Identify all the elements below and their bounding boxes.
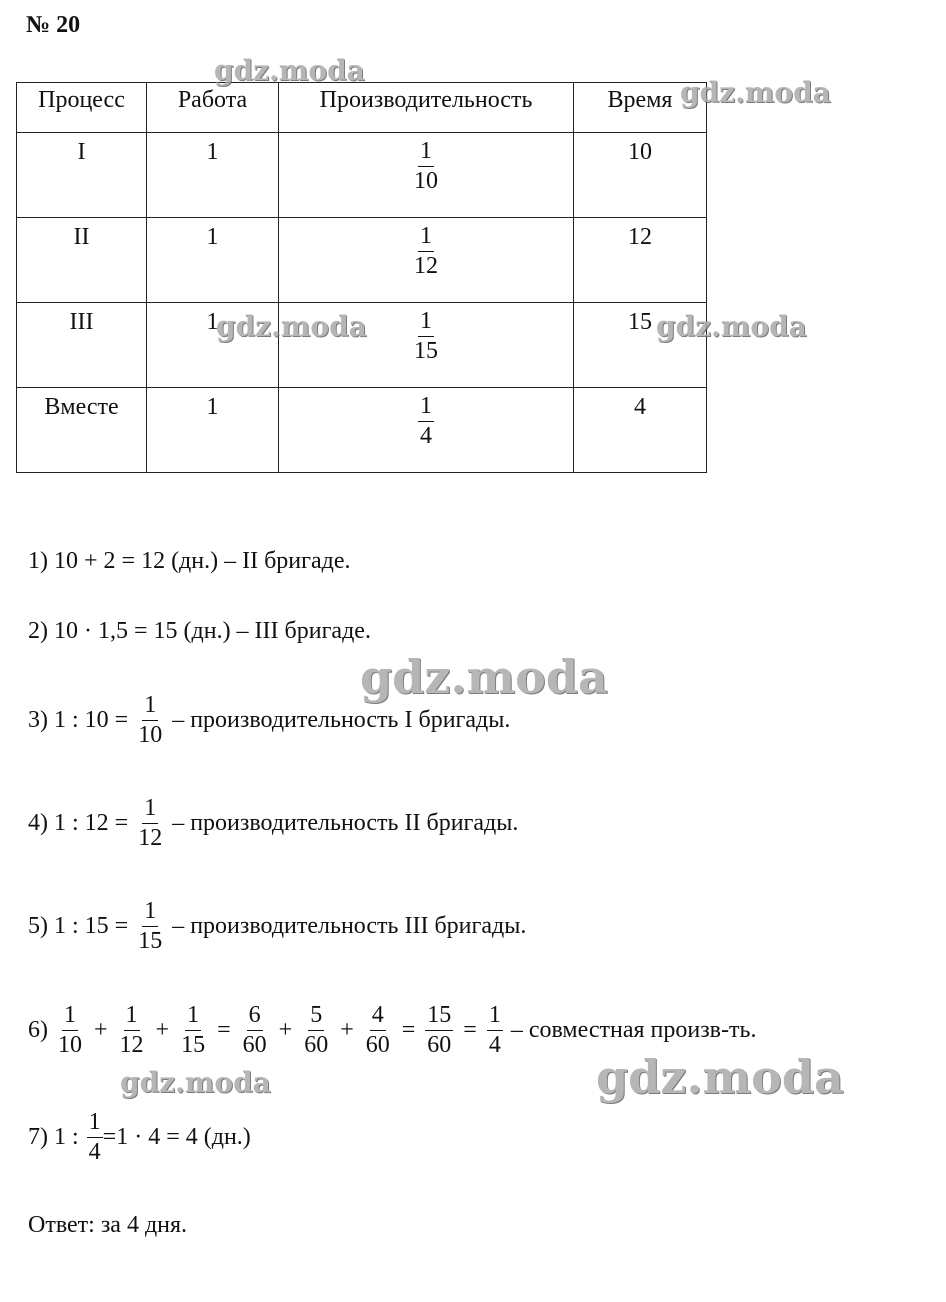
answer: Ответ: за 4 дня.: [28, 1212, 188, 1238]
denominator: 4: [420, 423, 432, 450]
table-row: [17, 303, 707, 388]
step-7: [28, 1110, 251, 1165]
cell-work: 1: [147, 133, 279, 218]
denominator: 60: [304, 1032, 329, 1059]
cell-process: I: [17, 133, 147, 218]
cell-productivity: [279, 303, 574, 388]
step-text: – производительность II бригады.: [172, 810, 519, 837]
step-text: =1 · 4 = 4 (дн.): [102, 1124, 251, 1151]
denominator: 12: [119, 1032, 144, 1059]
problem-number: № 20: [26, 12, 81, 38]
numerator: 1: [418, 394, 434, 422]
numerator: 1: [142, 899, 158, 927]
fraction: [364, 1003, 392, 1058]
denominator: 60: [365, 1032, 390, 1059]
denominator: 15: [181, 1032, 206, 1059]
numerator: 1: [87, 1110, 103, 1138]
denominator: 60: [427, 1032, 452, 1059]
step-text: 4) 1 : 12 =: [28, 810, 129, 837]
cell-productivity: [279, 218, 574, 303]
cell-process: II: [17, 218, 147, 303]
step-text: 7) 1 :: [28, 1124, 79, 1151]
cell-time: 15: [574, 303, 707, 388]
numerator: 15: [425, 1003, 453, 1031]
plus-sign: +: [94, 1017, 108, 1044]
cell-productivity: [279, 133, 574, 218]
step-5: [28, 899, 526, 954]
denominator: 60: [242, 1032, 267, 1059]
step-6: [28, 1003, 756, 1058]
table-row: [17, 133, 707, 218]
watermark: gdz.moda: [360, 650, 608, 704]
header-work: Работа: [147, 83, 279, 133]
equals-sign: =: [217, 1017, 231, 1044]
numerator: 4: [370, 1003, 386, 1031]
watermark: gdz.moda: [596, 1050, 844, 1104]
numerator: 1: [418, 139, 434, 167]
header-process: Процесс: [17, 83, 147, 133]
step-text: 5) 1 : 15 =: [28, 913, 129, 940]
fraction: [118, 1003, 146, 1058]
plus-sign: +: [278, 1017, 293, 1044]
header-time: Время: [574, 83, 707, 133]
plus-sign: +: [340, 1017, 354, 1044]
cell-process: Вместе: [17, 388, 147, 473]
fraction: [412, 309, 440, 364]
fraction: [412, 139, 440, 194]
table-header-row: [17, 83, 707, 133]
fraction: [136, 796, 164, 851]
step-text: – производительность III бригады.: [172, 913, 527, 940]
step-text: – совместная произв-ть.: [510, 1017, 757, 1044]
fraction: [136, 899, 164, 954]
cell-time: 4: [574, 388, 707, 473]
work-table: [16, 82, 707, 473]
watermark: gdz.moda: [214, 54, 365, 87]
watermark: gdz.moda: [120, 1066, 271, 1099]
denominator: 4: [488, 1032, 501, 1059]
cell-work: 1: [147, 218, 279, 303]
cell-time: 10: [574, 133, 707, 218]
cell-time: 12: [574, 218, 707, 303]
numerator: 5: [308, 1003, 324, 1031]
cell-productivity: [279, 388, 574, 473]
denominator: 4: [88, 1139, 101, 1166]
fraction: [425, 1003, 453, 1058]
cell-work: 1: [147, 388, 279, 473]
cell-process: III: [17, 303, 147, 388]
equals-sign: =: [401, 1017, 416, 1044]
table-row: [17, 218, 707, 303]
fraction: [179, 1003, 207, 1058]
equals-sign: =: [463, 1017, 477, 1044]
numerator: 1: [142, 796, 158, 824]
step-label: 6): [28, 1017, 48, 1044]
denominator: 15: [414, 338, 438, 365]
step-text: – производительность I бригады.: [172, 707, 511, 734]
numerator: 1: [418, 224, 434, 252]
step-3: [28, 693, 510, 748]
fraction: [418, 394, 434, 449]
step-2: 2) 10 · 1,5 = 15 (дн.) – III бригаде.: [28, 618, 371, 644]
fraction: [412, 224, 440, 279]
cell-work: 1: [147, 303, 279, 388]
header-productivity: Производительность: [279, 83, 574, 133]
denominator: 10: [58, 1032, 82, 1059]
numerator: 1: [124, 1003, 140, 1031]
numerator: 1: [487, 1003, 503, 1031]
numerator: 1: [142, 693, 158, 721]
fraction: [487, 1003, 503, 1058]
denominator: 10: [138, 722, 163, 749]
watermark: gdz.moda: [216, 310, 367, 343]
table-row: [17, 388, 707, 473]
step-text: 3) 1 : 10 =: [28, 707, 129, 734]
fraction: [302, 1003, 330, 1058]
fraction: [241, 1003, 269, 1058]
plus-sign: +: [155, 1017, 170, 1044]
watermark: gdz.moda: [656, 310, 807, 343]
watermark: gdz.moda: [680, 76, 831, 109]
step-4: [28, 796, 518, 851]
denominator: 10: [414, 168, 438, 195]
step-1: 1) 10 + 2 = 12 (дн.) – II бригаде.: [28, 548, 351, 574]
numerator: 1: [185, 1003, 201, 1031]
fraction: [87, 1110, 103, 1165]
numerator: 1: [62, 1003, 78, 1031]
denominator: 12: [414, 253, 438, 280]
fraction: [136, 693, 164, 748]
numerator: 1: [418, 309, 434, 337]
denominator: 12: [138, 825, 163, 852]
denominator: 15: [138, 928, 163, 955]
fraction: [56, 1003, 84, 1058]
numerator: 6: [247, 1003, 263, 1031]
